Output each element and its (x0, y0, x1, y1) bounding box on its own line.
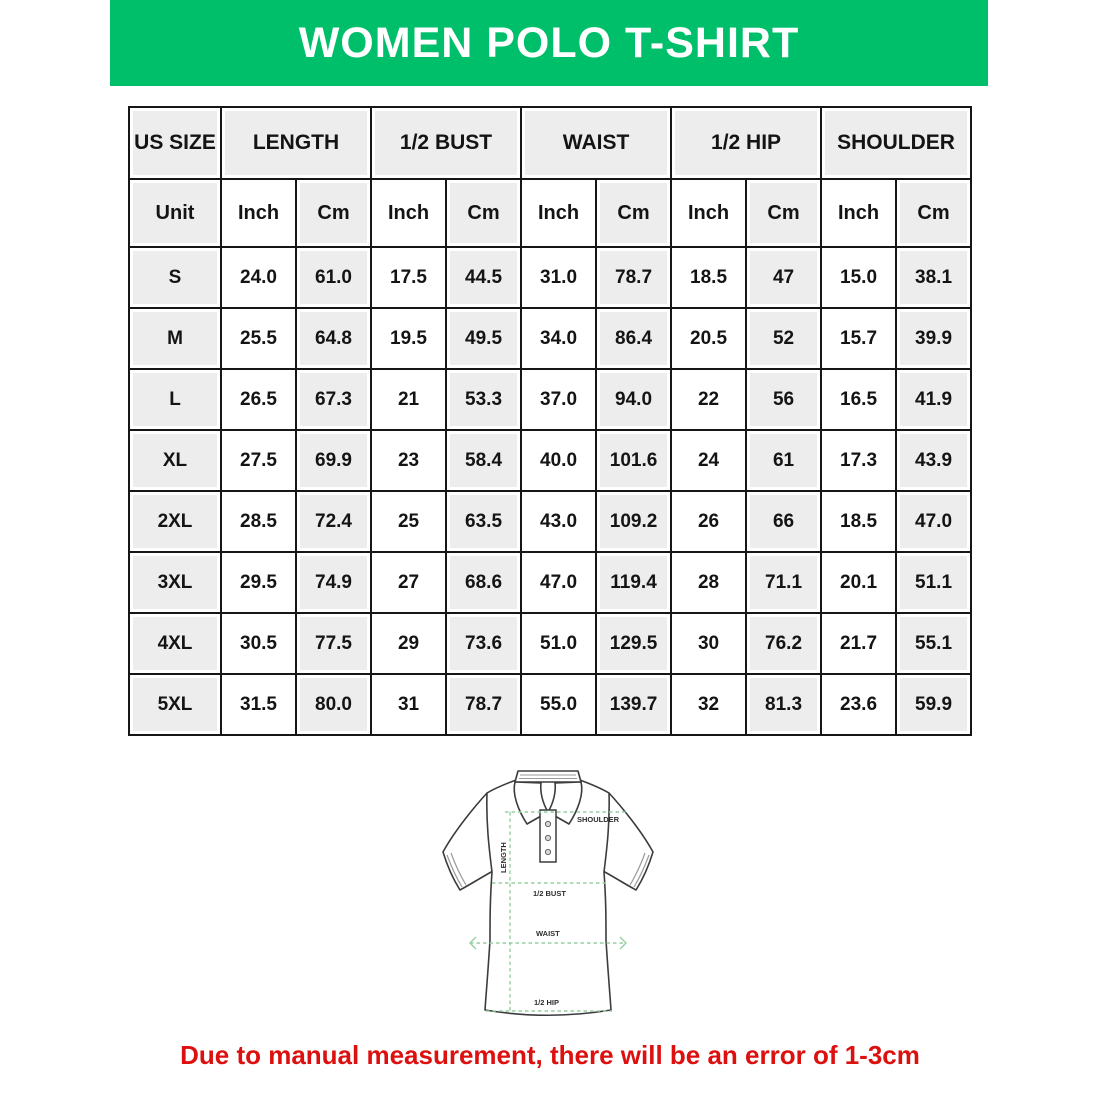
value-cell: 15.7 (821, 308, 896, 369)
size-cell: XL (129, 430, 221, 491)
value-cell: 17.3 (821, 430, 896, 491)
value-cell: 129.5 (596, 613, 671, 674)
diagram-label-hip: 1/2 HIP (534, 998, 560, 1007)
page-title: WOMEN POLO T-SHIRT (298, 18, 800, 67)
value-cell: 53.3 (446, 369, 521, 430)
unit-cell: Inch (821, 179, 896, 247)
value-cell: 47.0 (896, 491, 971, 552)
value-cell: 72.4 (296, 491, 371, 552)
value-cell: 43.9 (896, 430, 971, 491)
value-cell: 26.5 (221, 369, 296, 430)
column-header: WAIST (521, 107, 671, 179)
value-cell: 17.5 (371, 247, 446, 308)
table-row (129, 247, 971, 308)
value-cell: 30 (671, 613, 746, 674)
button (545, 849, 550, 854)
value-cell: 78.7 (596, 247, 671, 308)
value-cell: 15.0 (821, 247, 896, 308)
polo-shirt-diagram (430, 760, 710, 1045)
size-cell: 2XL (129, 491, 221, 552)
value-cell: 30.5 (221, 613, 296, 674)
value-cell: 58.4 (446, 430, 521, 491)
value-cell: 67.3 (296, 369, 371, 430)
left-sleeve (443, 793, 493, 890)
unit-cell: Inch (521, 179, 596, 247)
value-cell: 32 (671, 674, 746, 735)
diagram-label-waist: WAIST (536, 929, 560, 938)
value-cell: 64.8 (296, 308, 371, 369)
value-cell: 51.1 (896, 552, 971, 613)
value-cell: 49.5 (446, 308, 521, 369)
value-cell: 40.0 (521, 430, 596, 491)
value-cell: 21.7 (821, 613, 896, 674)
table-row (129, 674, 971, 735)
unit-cell: Cm (446, 179, 521, 247)
value-cell: 28 (671, 552, 746, 613)
value-cell: 25 (371, 491, 446, 552)
value-cell: 34.0 (521, 308, 596, 369)
measurement-note: Due to manual measurement, there will be an error of 1-3cm (180, 1040, 920, 1070)
column-header: 1/2 BUST (371, 107, 521, 179)
value-cell: 23.6 (821, 674, 896, 735)
table-row (129, 491, 971, 552)
unit-cell: Unit (129, 179, 221, 247)
table-row (129, 552, 971, 613)
value-cell: 23 (371, 430, 446, 491)
unit-cell: Cm (596, 179, 671, 247)
value-cell: 31.5 (221, 674, 296, 735)
column-header: LENGTH (221, 107, 371, 179)
value-cell: 80.0 (296, 674, 371, 735)
column-header: 1/2 HIP (671, 107, 821, 179)
value-cell: 56 (746, 369, 821, 430)
diagram-label-length: LENGTH (499, 842, 508, 873)
title-banner (110, 0, 988, 86)
size-cell: M (129, 308, 221, 369)
value-cell: 31 (371, 674, 446, 735)
value-cell: 59.9 (896, 674, 971, 735)
value-cell: 47.0 (521, 552, 596, 613)
size-chart-table (128, 106, 972, 736)
value-cell: 29 (371, 613, 446, 674)
value-cell: 27.5 (221, 430, 296, 491)
unit-cell: Inch (221, 179, 296, 247)
button (545, 835, 550, 840)
value-cell: 61 (746, 430, 821, 491)
value-cell: 44.5 (446, 247, 521, 308)
diagram-label-bust: 1/2 BUST (533, 889, 566, 898)
table-row (129, 613, 971, 674)
table-row (129, 430, 971, 491)
value-cell: 21 (371, 369, 446, 430)
value-cell: 20.1 (821, 552, 896, 613)
value-cell: 41.9 (896, 369, 971, 430)
value-cell: 31.0 (521, 247, 596, 308)
value-cell: 61.0 (296, 247, 371, 308)
table-row (129, 369, 971, 430)
right-sleeve (603, 793, 653, 890)
value-cell: 27 (371, 552, 446, 613)
column-header: SHOULDER (821, 107, 971, 179)
header-row (129, 107, 971, 179)
value-cell: 81.3 (746, 674, 821, 735)
value-cell: 94.0 (596, 369, 671, 430)
size-cell: L (129, 369, 221, 430)
value-cell: 68.6 (446, 552, 521, 613)
value-cell: 28.5 (221, 491, 296, 552)
size-cell: 5XL (129, 674, 221, 735)
value-cell: 77.5 (296, 613, 371, 674)
value-cell: 37.0 (521, 369, 596, 430)
value-cell: 18.5 (821, 491, 896, 552)
table-row (129, 308, 971, 369)
value-cell: 63.5 (446, 491, 521, 552)
value-cell: 109.2 (596, 491, 671, 552)
value-cell: 71.1 (746, 552, 821, 613)
value-cell: 69.9 (296, 430, 371, 491)
value-cell: 20.5 (671, 308, 746, 369)
value-cell: 51.0 (521, 613, 596, 674)
collar-band (515, 771, 581, 782)
value-cell: 73.6 (446, 613, 521, 674)
value-cell: 139.7 (596, 674, 671, 735)
value-cell: 19.5 (371, 308, 446, 369)
value-cell: 55.1 (896, 613, 971, 674)
value-cell: 55.0 (521, 674, 596, 735)
unit-cell: Inch (371, 179, 446, 247)
value-cell: 74.9 (296, 552, 371, 613)
value-cell: 18.5 (671, 247, 746, 308)
unit-cell: Cm (746, 179, 821, 247)
value-cell: 43.0 (521, 491, 596, 552)
unit-cell: Inch (671, 179, 746, 247)
button (545, 821, 550, 826)
value-cell: 47 (746, 247, 821, 308)
size-cell: S (129, 247, 221, 308)
unit-cell: Cm (896, 179, 971, 247)
unit-cell: Cm (296, 179, 371, 247)
value-cell: 119.4 (596, 552, 671, 613)
value-cell: 26 (671, 491, 746, 552)
column-header: US SIZE (129, 107, 221, 179)
size-cell: 3XL (129, 552, 221, 613)
value-cell: 66 (746, 491, 821, 552)
value-cell: 101.6 (596, 430, 671, 491)
value-cell: 52 (746, 308, 821, 369)
value-cell: 29.5 (221, 552, 296, 613)
value-cell: 38.1 (896, 247, 971, 308)
value-cell: 24 (671, 430, 746, 491)
value-cell: 22 (671, 369, 746, 430)
value-cell: 16.5 (821, 369, 896, 430)
value-cell: 24.0 (221, 247, 296, 308)
value-cell: 86.4 (596, 308, 671, 369)
value-cell: 39.9 (896, 308, 971, 369)
diagram-label-shoulder: SHOULDER (577, 815, 620, 824)
value-cell: 76.2 (746, 613, 821, 674)
value-cell: 78.7 (446, 674, 521, 735)
value-cell: 25.5 (221, 308, 296, 369)
size-cell: 4XL (129, 613, 221, 674)
unit-row (129, 179, 971, 247)
